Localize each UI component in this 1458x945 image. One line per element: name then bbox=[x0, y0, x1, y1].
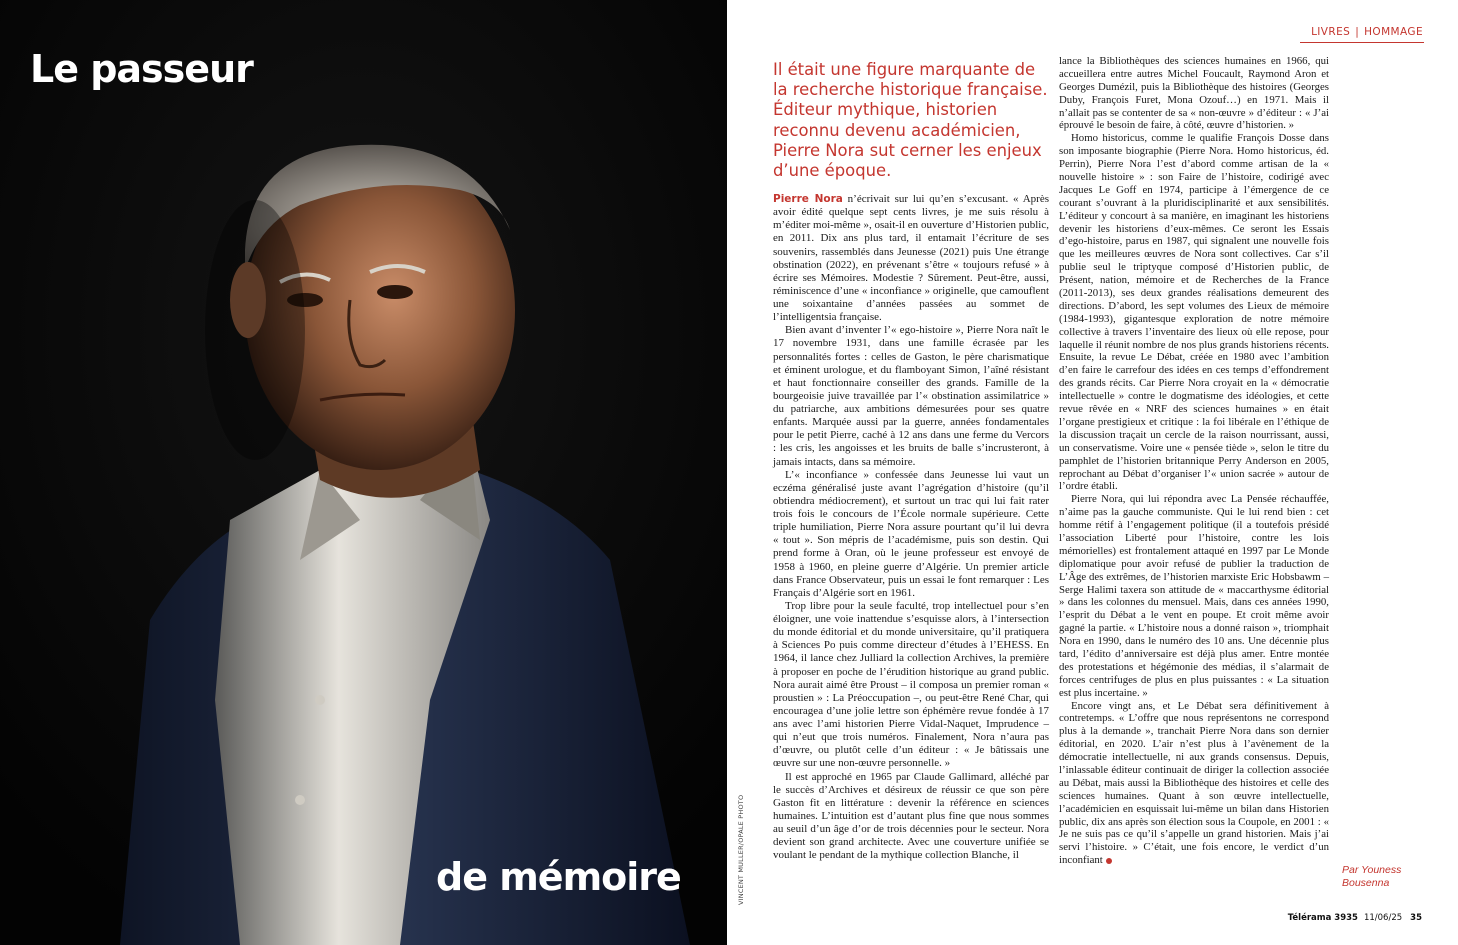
headline-bottom: de mémoire bbox=[436, 855, 681, 899]
byline bbox=[1342, 864, 1401, 890]
page-number: 35 bbox=[1410, 913, 1422, 923]
body-column-2 bbox=[1059, 55, 1329, 867]
lead-name: Pierre Nora bbox=[773, 193, 843, 205]
paragraph bbox=[1059, 700, 1329, 868]
byline-line-2: Bousenna bbox=[1342, 877, 1390, 889]
end-mark-icon bbox=[1106, 858, 1112, 864]
body-column-1 bbox=[773, 193, 1049, 862]
paragraph: L’« inconfiance » confessée dans Jeunesse lui vaut un eczéma généralisé juste avant l’agrégation d’histoire (qu’il obtiendra médiocrement), et surtout un trac qui lui fait rater trois fois le concours de l’École normale supérieure. Cette triple humiliation, Pierre Nora assure pourtant qu’il lui devra « tout ». Son mépris de l’académisme, puis son destin. Qui prend forme à Oran, où le jeune professeur est envoyé de 1958 à 1960, en pleine guerre d’Algérie. Un premier article dans France Observateur, puis un essai le font remarquer : Les Français d’Algérie sort en 1961. bbox=[773, 468, 1049, 599]
paragraph-text: Encore vingt ans, et Le Débat sera définitivement à contretemps. « L’offre que nous représentons ne correspond plus à la demande », tranchait Pierre Nora dans son dernier éditorial, en 2020. L’air n’est plus à l’avènement de la démocratie intellectuelle, ni aux grands consensus. Depuis, l’inlassable éditeur continuait de diriger la collection associée au Débat, mais aussi la Bibliothèque des histoires et celle des sciences humaines. Quant à son œuvre intellectuelle, l’académicien en esquissait lui-même un bilan dans Historien public, dix ans après son élection sous la Coupole, en 2001 : « Je ne suis pas ce qu’il s’appelle un grand historien. Mais j’ai servi l’histoire. » C’était, une fois encore, le verdict d’un inconfiant bbox=[1059, 699, 1329, 867]
rubric-subsection: HOMMAGE bbox=[1364, 26, 1423, 38]
paragraph: Il est approché en 1965 par Claude Gallimard, alléché par le succès d’Archives et désireux de réussir ce que son père Gaston fit en littérature : devenir la référence en sciences humaines. L’intuition est d’autant plus fine que nous sommes au seuil d’un âge d’or de trois décennies pour le secteur. Nora devient son grand architecte. Avec une couverture unifiée se voulant le pendant de la mythique collection Blanche, il bbox=[773, 770, 1049, 862]
photo-credit: VINCENT MULLER/OPALE PHOTO bbox=[737, 794, 745, 905]
page-footer bbox=[1288, 913, 1422, 923]
paragraph-text: n’écrivait sur lui qu’en s’excusant. « Après avoir édité quelque sept cents livres, je me suis résolu à m’éditer moi-même », osait-il en ouverture d’Historien public, en 2011. Dix ans plus tard, il entamait l’écriture de ses souvenirs, rassemblés dans Jeunesse (2021) puis Une étrange obstination (2022), en prévenant s’être « toujours refusé » à écrire ses Mémoires. Modestie ? Sûrement. Peut-être, aussi, réminiscence d’une « inconfiance » originelle, que camouflent une soixantaine d’années passées au sommet de l’intelligentsia française. bbox=[773, 193, 1049, 324]
paragraph: Trop libre pour la seule faculté, trop intellectuel pour s’en éloigner, une voie inattendue s’esquisse alors, à l’intersection du monde éditorial et du monde universitaire, qu’il pratiquera à Sciences Po puis comme directeur d’études à l’EHESS. En 1964, il lance chez Julliard la collection Archives, la première à proposer en poche de l’érudition historique au grand public. Nora aurait aimé être Proust – il composa un premier roman « proustien » : La Préoccupation –, ou peut-être René Char, qui encouragea d’une jolie lettre son éphémère revue fondée à 17 ans avec l’ami historien Pierre Vidal-Naquet, Imprudence – qui n’eut que trois numéros. Finalement, Nora n’aura pas d’œuvre, ou plutôt celle d’un éditeur : « Je bâtissais une œuvre sur une non-œuvre personnelle. » bbox=[773, 599, 1049, 770]
article-lede: Il était une figure marquante de la recherche historique française. Éditeur mythique, historien reconnu devenu académicien, Pierre Nora sut cerner les enjeux d’une époque. bbox=[773, 60, 1048, 181]
byline-line-1: Par Youness bbox=[1342, 864, 1402, 876]
portrait-illustration bbox=[0, 0, 727, 945]
rubric-separator: | bbox=[1355, 26, 1360, 38]
portrait-photo bbox=[0, 0, 727, 945]
paragraph: Pierre Nora, qui lui répondra avec La Pensée réchauffée, n’aime pas la gauche communiste. Qui le lui rend bien : cet homme rétif à l’engagement politique (il a toutefois présidé l’association Liberté pour l’histoire, contre les lois mémorielles) est frontalement attaqué en 1997 par Le Monde diplomatique pour avoir refusé de publier la traduction de L’Âge des extrêmes, de l’historien marxiste Eric Hobsbawm – Serge Halimi taxera son attitude de « maccarthysme éditorial » dans les colonnes du mensuel. Mais, dans ces années 1990, l’esprit du Débat a le vent en poupe. Et croit même avoir gagné la partie. « L’histoire nous a donné raison », triomphait Nora en 1990, dans le numéro des 10 ans. Une décennie plus tard, l’édito d’anniversaire est déjà plus amer. Entre montée des protestations et hégémonie des médias, il s’alarmait de forces centrifuges de plus en plus puissantes : « La situation est plus incertaine. » bbox=[1059, 493, 1329, 699]
rubric-section: LIVRES bbox=[1311, 26, 1351, 38]
headline-top: Le passeur bbox=[30, 47, 253, 91]
section-rubric bbox=[1311, 26, 1423, 38]
paragraph: Bien avant d’inventer l’« ego-histoire », Pierre Nora naît le 17 novembre 1931, dans une famille écrasée par les personnalités fortes : celles de Gaston, le père charismatique et éminent urologue, et du flamboyant Simon, l’aîné résistant et haut fonctionnaire conseiller des grands. Famille de la bourgeoisie juive travaillée par l’« obstination assimilatrice » du patriarche, aux ambitions démesurées pour ses quatre enfants. Marquée aussi par la guerre, années fondamentales pour le petit Pierre, caché à 12 ans dans une ferme du Vercors : les cris, les angoisses et les bruits de balle s’incrusteront, à jamais intacts, dans sa mémoire. bbox=[773, 324, 1049, 468]
issue-date: 11/06/25 bbox=[1363, 913, 1403, 923]
paragraph bbox=[773, 193, 1049, 324]
paragraph: lance la Bibliothèques des sciences humaines en 1966, qui accueillera entre autres Michel Foucault, Raymond Aron et Georges Dumézil, puis la Bibliothèque des histoires (Georges Duby, François Furet, Mona Ozouf…) en 1971. Mais il n’allait pas se contenter de sa « non-œuvre » d’éditeur : « J’ai éprouvé le besoin de faire, à côté, œuvre d’historien. » bbox=[1059, 55, 1329, 132]
paragraph: Homo historicus, comme le qualifie François Dosse dans son imposante biographie (Pierre Nora. Homo historicus, éd. Perrin), Pierre Nora l’est d’abord comme artisan de la « nouvelle histoire » : son Faire de l’histoire, codirigé avec Jacques Le Goff en 1974, participe à l’émergence de ce courant s’ouvrant à la pluridisciplinarité et aux sensibilités. L’éditeur y concourt à sa manière, en imaginant les historiens devenir les historiens d’eux-mêmes. Ce seront les Essais d’ego-histoire, parus en 1987, qui signalent une nouvelle fois que les meilleures œuvres de Nora sont collectives. Car s’il publie seul le triptyque composé d’Historien public, de Présent, nation, mémoire et de Recherches de la France (2011-2013), ses deux grandes réalisations demeurent des directions. D’abord, les sept volumes des Lieux de mémoire (1984-1993), gigantesque exploration de notre mémoire collective à travers l’inventaire des lieux où elle repose, pour laquelle il réunit nombre de nos plus grands historiens récents. Ensuite, la revue Le Débat, créée en 1980 avec l’ambition d’en faire le carrefour des idées en ces temps d’effondrement des grands récits. Car Pierre Nora croyait en la « démocratie intellectuelle » contre le dogmatisme des idéologies, et cette revue rêvée en « NRF des sciences humaines » en était l’organe prestigieux et critique : la foi libérale en l’éthique de la discussion traçait un cercle de la raison nourrissant, aussi, un conservatisme. Voire une « pensée tiède », selon le titre du pamphlet de l’historien britannique Perry Anderson en 2005, reprochant au Débat d’organiser l’« union sacrée » autour de l’ordre établi. bbox=[1059, 132, 1329, 493]
rubric-underline bbox=[1300, 42, 1424, 43]
magazine-issue: Télérama 3935 bbox=[1287, 913, 1358, 923]
